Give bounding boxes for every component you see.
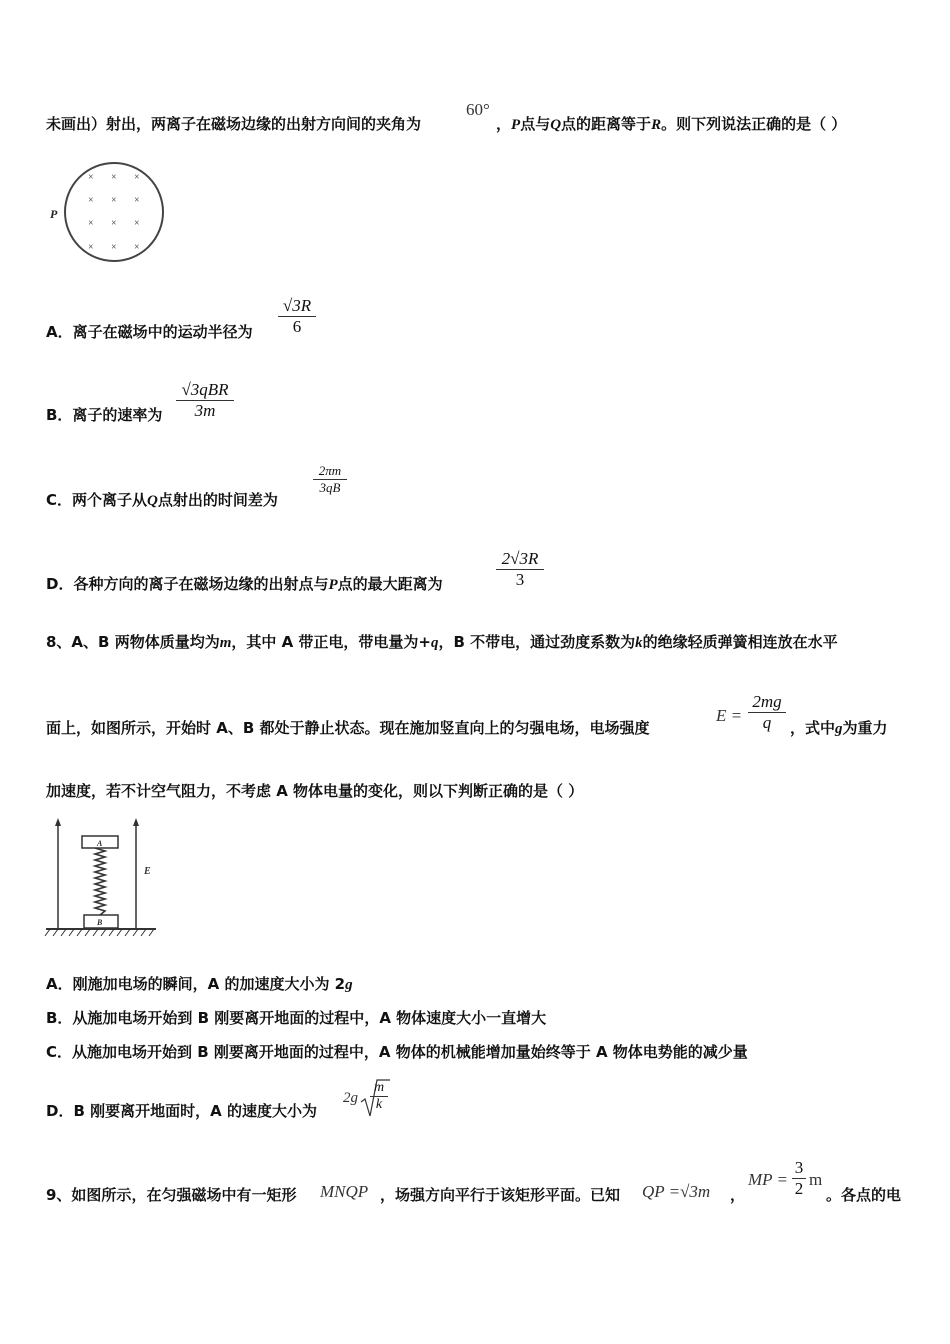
option-B-text: B．离子的速率为	[46, 406, 163, 424]
q8-stem-line1	[46, 632, 838, 653]
var-Q: Q	[147, 493, 158, 509]
option-B-fraction	[176, 380, 234, 421]
q9-text-d: 。各点的电	[826, 1186, 902, 1204]
q7-option-B	[46, 405, 162, 425]
q8-text-c: ，B 不带电，通过劲度系数为	[438, 633, 636, 651]
q9-text-a: 9、如图所示，在匀强磁场中有一矩形	[46, 1186, 297, 1204]
length-MP-unit: m	[809, 1170, 823, 1189]
block-A-label: A	[97, 839, 103, 848]
q7-stem-text: 未画出）射出，两离子在磁场边缘的出射方向间的夹角为	[46, 115, 422, 133]
arrow-up-icon	[55, 818, 61, 826]
q8-option-C	[46, 1042, 748, 1062]
option-B-text: B．从施加电场开始到 B 刚要离开地面的过程中，A 物体速度大小一直增大	[46, 1009, 547, 1027]
option-D-text: D．B 刚要离开地面时，A 的速度大小为	[46, 1102, 317, 1120]
option-D-fraction	[370, 1080, 388, 1113]
fraction-numerator: 2√3R	[501, 549, 539, 568]
q7-text-d: 点的距离等于	[561, 115, 652, 133]
q8-stem-line2-tail	[790, 718, 888, 739]
fraction-denominator: 2	[794, 1179, 804, 1198]
fraction-numerator: √3qBR	[181, 380, 229, 399]
q8-spring-figure	[44, 816, 160, 942]
fraction-denominator: 6	[292, 317, 302, 336]
q8-text-line2-b: ，式中	[790, 719, 836, 737]
ground-hatching	[45, 929, 154, 936]
var-Q: Q	[550, 117, 562, 133]
field-mark: ×	[111, 195, 117, 206]
field-mark: ×	[111, 242, 117, 253]
q9-comma	[730, 1185, 745, 1205]
length-MP-fraction	[792, 1158, 806, 1199]
q8-text-line3: 加速度，若不计空气阻力，不考虑 A 物体电量的变化，则以下判断正确的是（ ）	[46, 782, 584, 800]
q8-stem-line3	[46, 781, 583, 801]
q7-text-e: 。则下列说法正确的是（ ）	[661, 115, 847, 133]
q9-stem-line1-b	[380, 1185, 620, 1205]
var-m: m	[219, 635, 232, 651]
fraction-numerator: 3	[794, 1158, 804, 1177]
angle-60: 60°	[466, 100, 490, 119]
length-QP: QP =√3m	[642, 1182, 711, 1201]
comma: ，	[496, 115, 512, 133]
fraction-denominator: 3qB	[319, 480, 341, 495]
comma: ，	[730, 1186, 746, 1204]
field-strength-lhs: E =	[716, 706, 743, 725]
arrow-up-icon	[133, 818, 139, 826]
q7-stem-line-tail	[496, 114, 846, 135]
fraction-denominator: q	[762, 713, 772, 732]
rect-MNQP: MNQP	[320, 1182, 369, 1201]
field-mark: ×	[88, 195, 94, 206]
fraction-denominator: k	[375, 1097, 383, 1112]
var-R: R	[651, 117, 662, 133]
var-k: k	[635, 635, 643, 651]
q7-option-A	[46, 322, 253, 342]
var-g: g	[835, 721, 843, 737]
field-mark: ×	[111, 172, 117, 183]
q7-text-c: 点与	[520, 115, 551, 133]
point-P-label: P	[50, 207, 58, 221]
q9-text-b: ，场强方向平行于该矩形平面。已知	[380, 1186, 621, 1204]
fraction-numerator: 2mg	[752, 692, 782, 711]
var-P: P	[328, 577, 338, 593]
var-g: g	[345, 977, 353, 993]
field-mark: ×	[134, 195, 140, 206]
option-C-text-pre: C．两个离子从	[46, 491, 148, 509]
option-D-fraction	[496, 549, 544, 590]
q7-option-C	[46, 490, 278, 511]
option-A-text: A．离子在磁场中的运动半径为	[46, 323, 253, 341]
fraction-numerator: 2πm	[318, 463, 342, 478]
q8-stem-line2	[46, 718, 650, 738]
field-mark: ×	[88, 218, 94, 229]
q7-option-D	[46, 574, 443, 595]
field-mark: ×	[111, 218, 117, 229]
fraction-denominator: 3	[515, 570, 525, 589]
q9-stem-line1	[46, 1185, 296, 1205]
fraction-numerator: √3R	[282, 296, 312, 315]
var-q: q	[431, 635, 439, 651]
field-E-label: E	[144, 866, 151, 877]
q7-magnetic-field-figure	[46, 158, 170, 268]
q8-text-line2-c: 为重力	[842, 719, 888, 737]
q8-text-a: 8、A、B 两物体质量均为	[46, 633, 220, 651]
q8-option-B	[46, 1008, 546, 1028]
fraction-denominator: 3m	[194, 401, 216, 420]
field-mark: ×	[134, 218, 140, 229]
field-mark: ×	[88, 242, 94, 253]
q8-text-line2: 面上，如图所示，开始时 A、B 都处于静止状态。现在施加竖直向上的匀强电场，电场强度	[46, 719, 650, 737]
option-D-coefficient: 2g	[343, 1090, 358, 1106]
field-mark: ×	[134, 242, 140, 253]
option-D-text-pre: D．各种方向的离子在磁场边缘的出射点与	[46, 575, 329, 593]
field-mark: ×	[88, 172, 94, 183]
option-C-fraction	[313, 463, 347, 496]
spring	[95, 848, 105, 915]
q8-text-b: ，其中 A 带正电，带电量为+	[231, 633, 431, 651]
field-strength-fraction	[748, 692, 786, 733]
option-A-text: A．刚施加电场的瞬间，A 的加速度大小为 2	[46, 975, 346, 993]
q7-stem-line	[46, 114, 421, 134]
option-A-fraction	[278, 296, 316, 337]
q8-option-A	[46, 974, 353, 995]
length-MP-lhs: MP =	[748, 1170, 788, 1189]
q8-option-D	[46, 1101, 317, 1121]
var-P: P	[511, 117, 521, 133]
option-C-text: C．从施加电场开始到 B 刚要离开地面的过程中，A 物体的机械能增加量始终等于 A 物体电势能的减少量	[46, 1043, 748, 1061]
block-B-label: B	[97, 918, 103, 927]
q8-text-d: 的绝缘轻质弹簧相连放在水平	[642, 633, 838, 651]
fraction-numerator: m	[373, 1080, 385, 1095]
field-marks	[88, 172, 140, 253]
option-C-text-post: 点射出的时间差为	[157, 491, 278, 509]
option-D-text-post: 点的最大距离为	[337, 575, 443, 593]
q9-stem-line1-d	[826, 1185, 901, 1205]
field-mark: ×	[134, 172, 140, 183]
